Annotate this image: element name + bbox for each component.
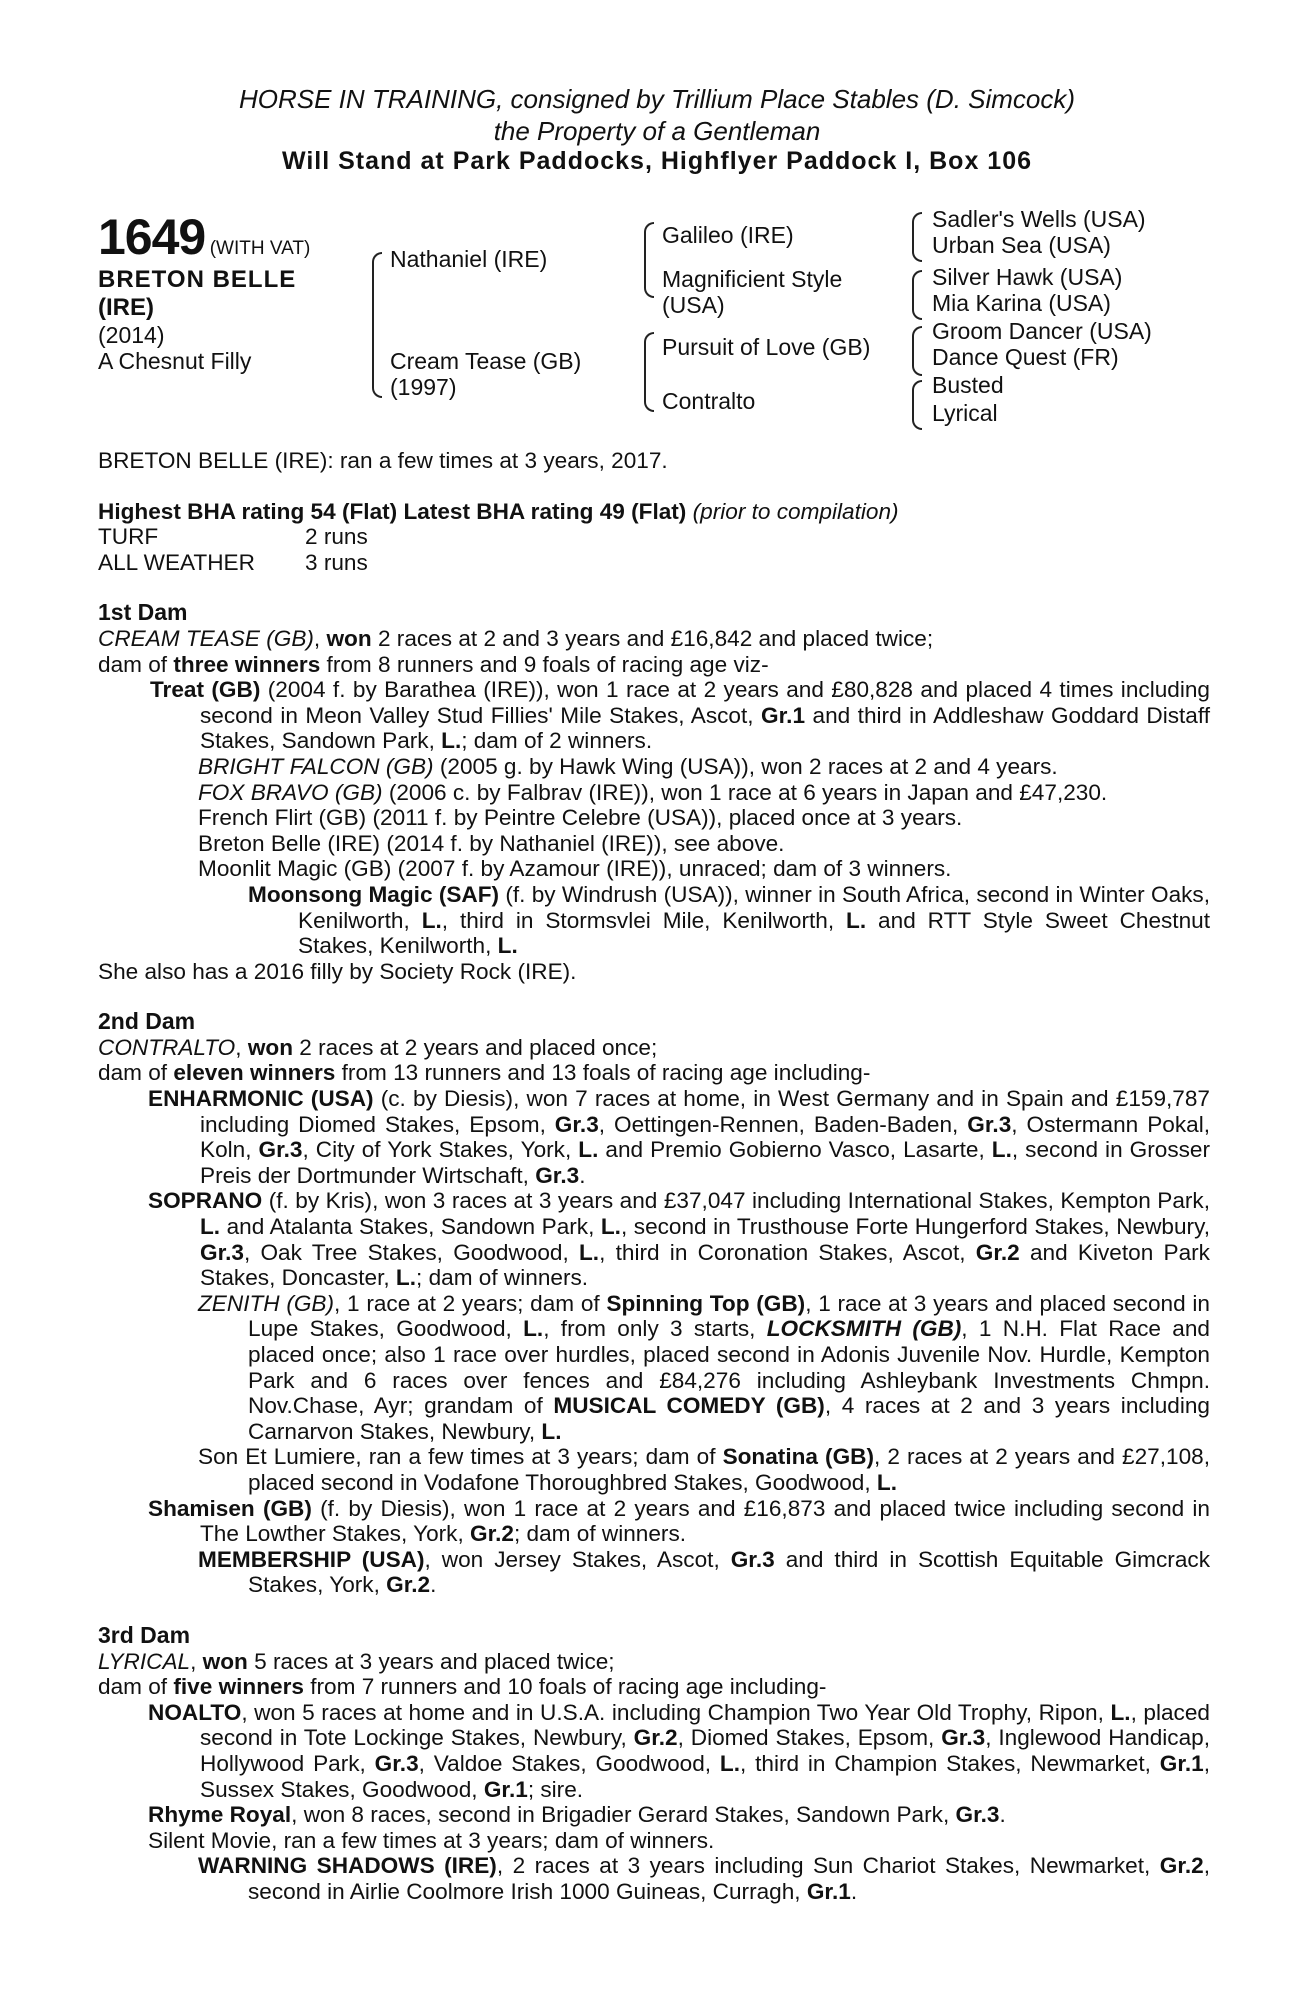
sire-dam-dam: Mia Karina (USA): [932, 290, 1111, 316]
ratings-line: Highest BHA rating 54 (Flat) Latest BHA rating 49 (Flat) (prior to compilation): [98, 498, 899, 524]
produce-treat: Treat (GB) (2004 f. by Barathea (IRE)), won 1 race at 2 years and £80,828 and placed 4 times including second in Meon Valley Stud Fillies' Mile Stakes, Ascot, Gr.1 and third in Addleshaw Goddard Distaff Stakes, Sandown Park, L.; dam of 2 winners.: [150, 677, 1210, 754]
produce-enharmonic: ENHARMONIC (USA) (c. by Diesis), won 7 races at home, in West Germany and in Spain and £159,787 including Diomed Stakes, Epsom, Gr.3, Oettingen-Rennen, Baden-Baden, Gr.3, Ostermann Pokal, Koln, Gr.3, City of York Stakes, York, L. and Premio Gobierno Vasco, Lasarte, L., second in Grosser Preis der Dortmunder Wirtschaft, Gr.3.: [148, 1086, 1211, 1188]
aw-runs: ALL WEATHER 3 runs: [98, 549, 368, 575]
produce-rhyme-royal: Rhyme Royal, won 8 races, second in Brigadier Gerard Stakes, Sandown Park, Gr.3.: [148, 1802, 1006, 1828]
dam-dam-sire: Busted: [932, 372, 1004, 398]
first-dam-heading: 1st Dam: [98, 599, 188, 626]
produce-silent-movie: Silent Movie, ran a few times at 3 years; dam of winners.: [148, 1827, 715, 1853]
brace-sd: [912, 270, 922, 320]
third-dam-produce-summary: dam of five winners from 7 runners and 10 foals of racing age including-: [98, 1674, 827, 1700]
turf-runs: TURF 2 runs: [98, 524, 368, 550]
sire-dam-suffix: (USA): [662, 292, 725, 318]
header-line-consignor: HORSE IN TRAINING, consigned by Trillium Place Stables (D. Simcock): [238, 84, 1076, 114]
dam-dam-dam: Lyrical: [932, 400, 998, 426]
horse-description: A Chesnut Filly: [98, 348, 252, 374]
sire-parents-brace: [644, 222, 654, 298]
produce-moonsong-magic: Moonsong Magic (SAF) (f. by Windrush (USA)), winner in South Africa, second in Winter Oaks, Kenilworth, L., third in Stormsvlei Mile, Kenilworth, L. and RTT Style Sweet Chestnut Stakes, Kenilworth, L.: [248, 881, 1211, 959]
produce-moonlit-magic: Moonlit Magic (GB) (2007 f. by Azamour (IRE)), unraced; dam of 3 winners.: [198, 856, 952, 882]
sire: Nathaniel (IRE): [390, 246, 548, 272]
produce-shamisen: Shamisen (GB) (f. by Diesis), won 1 race at 2 years and £16,873 and placed twice including second in The Lowther Stakes, York, Gr.2; dam of winners.: [148, 1495, 1211, 1547]
third-dam-heading: 3rd Dam: [98, 1621, 191, 1648]
lot-number-row: [98, 208, 310, 266]
produce-zenith: ZENITH (GB), 1 race at 2 years; dam of Spinning Top (GB), 1 race at 3 years and placed second in Lupe Stakes, Goodwood, L., from only 3 starts, LOCKSMITH (GB), 1 N.H. Flat Race and placed once; also 1 race over hurdles, placed second in Adonis Juvenile Nov. Hurdle, Kempton Park and 6 races over fences and £84,276 including Ashleybank Investments Chmpn. Nov.Chase, Ayr; grandam of MUSICAL COMEDY (GB), 4 races at 2 and 3 years including Carnarvon Stakes, Newbury, L.: [198, 1290, 1210, 1444]
vat-note: (WITH VAT): [209, 238, 311, 259]
produce-warning-shadows: WARNING SHADOWS (IRE), 2 races at 3 years including Sun Chariot Stakes, Newmarket, Gr.2, second in Airlie Coolmore Irish 1000 Guineas, Curragh, Gr.1.: [198, 1853, 1210, 1904]
first-dam-produce-summary: dam of three winners from 8 runners and 9 foals of racing age viz-: [98, 651, 769, 677]
filly-note: She also has a 2016 filly by Society Rock (IRE).: [98, 958, 577, 984]
sire-dam-sire: Silver Hawk (USA): [932, 264, 1123, 290]
dam-year: (1997): [390, 374, 457, 400]
produce-noalto: NOALTO, won 5 races at home and in U.S.A. including Champion Two Year Old Trophy, Ripon, L., placed second in Tote Lockinge Stakes, Newbury, Gr.2, Diomed Stakes, Epsom, Gr.3, Inglewood Handicap, Hollywood Park, Gr.3, Valdoe Stakes, Goodwood, L., third in Champion Stakes, Newmarket, Gr.1, Sussex Stakes, Goodwood, Gr.1; sire.: [148, 1699, 1211, 1802]
produce-fox-bravo: FOX BRAVO (GB) (2006 c. by Falbrav (IRE)), won 1 race at 6 years in Japan and £47,230.: [198, 779, 1108, 805]
produce-bright-falcon: BRIGHT FALCON (GB) (2005 g. by Hawk Wing (USA)), won 2 races at 2 and 4 years.: [198, 753, 1058, 779]
produce-membership: MEMBERSHIP (USA), won Jersey Stakes, Ascot, Gr.3 and third in Scottish Equitable Gimcrack Stakes, York, Gr.2.: [198, 1546, 1210, 1598]
brace-ss: [912, 212, 922, 262]
header-line-property: the Property of a Gentleman: [493, 116, 821, 146]
catalogue-body: [98, 448, 1210, 1904]
brace-dd: [912, 380, 922, 430]
header-line-location: Will Stand at Park Paddocks, Highflyer Paddock I, Box 106: [281, 147, 1033, 175]
brace-ds: [912, 326, 922, 376]
dam-dam: Contralto: [662, 388, 756, 414]
second-dam-record: CONTRALTO, won 2 races at 2 years and placed once;: [98, 1034, 658, 1060]
sire-sire: Galileo (IRE): [662, 222, 794, 248]
produce-son-et-lumiere: Son Et Lumiere, ran a few times at 3 years; dam of Sonatina (GB), 2 races at 2 years and £27,108, placed second in Vodafone Thoroughbred Stakes, Goodwood, L.: [198, 1444, 1210, 1495]
lot-number: 1649: [98, 209, 206, 265]
foaling-year: (2014): [98, 322, 165, 348]
dam-sire: Pursuit of Love (GB): [662, 334, 871, 360]
produce-soprano: SOPRANO (f. by Kris), won 3 races at 3 years and £37,047 including International Stakes, Kempton Park, L. and Atalanta Stakes, Sandown Park, L., second in Trusthouse Forte Hungerford Stakes, Newbury, Gr.3, Oak Tree Stakes, Goodwood, L., third in Coronation Stakes, Ascot, Gr.2 and Kiveton Park Stakes, Doncaster, L.; dam of winners.: [148, 1188, 1210, 1291]
produce-breton-belle: Breton Belle (IRE) (2014 f. by Nathaniel (IRE)), see above.: [198, 830, 785, 856]
first-dam-record: CREAM TEASE (GB), won 2 races at 2 and 3 years and £16,842 and placed twice;: [98, 625, 934, 651]
dam-parents-brace: [644, 332, 654, 412]
horse-name: BRETON BELLE: [98, 266, 297, 293]
sire-sire-dam: Urban Sea (USA): [932, 232, 1111, 258]
second-dam-produce-summary: dam of eleven winners from 13 runners and 13 foals of racing age including-: [98, 1060, 871, 1086]
horse-suffix: (IRE): [98, 294, 154, 321]
sire-dam: Magnificient Style: [662, 266, 843, 292]
sire-dam-brace: [372, 252, 382, 398]
third-dam-record: LYRICAL, won 5 races at 3 years and placed twice;: [98, 1648, 615, 1674]
dam-sire-sire: Groom Dancer (USA): [932, 318, 1152, 344]
dam-sire-dam: Dance Quest (FR): [932, 344, 1119, 370]
produce-french-flirt: French Flirt (GB) (2011 f. by Peintre Celebre (USA)), placed once at 3 years.: [198, 805, 963, 831]
race-summary: BRETON BELLE (IRE): ran a few times at 3 years, 2017.: [98, 448, 668, 473]
sire-sire-sire: Sadler's Wells (USA): [932, 206, 1146, 232]
dam: Cream Tease (GB): [390, 348, 582, 374]
second-dam-heading: 2nd Dam: [98, 1008, 196, 1035]
